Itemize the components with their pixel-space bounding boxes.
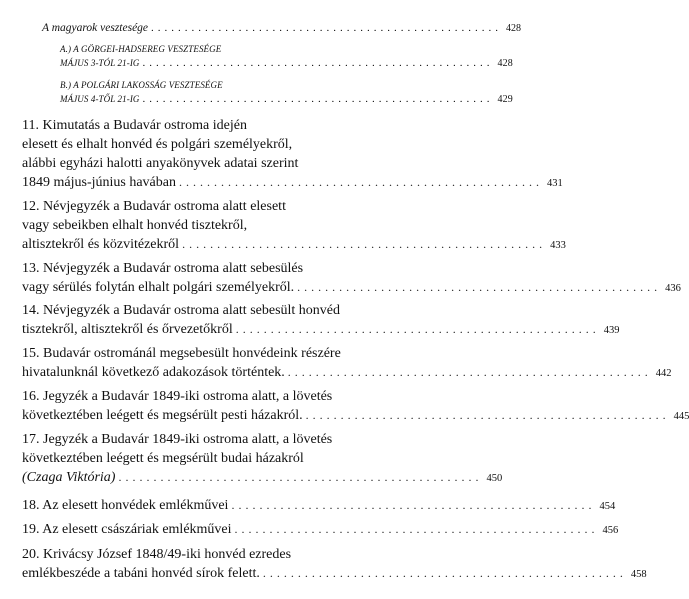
toc-subentry-line: MÁJUS 3-TÓL 21-IG (60, 58, 140, 68)
toc-entry-20 (22, 545, 647, 584)
toc-entry-page: 456 (602, 525, 619, 536)
toc-entry-line: alábbi egyházi halotti anyakönyvek adatai szerint (22, 156, 299, 171)
toc-entry-page: 458 (630, 569, 647, 580)
toc-entry-line: emlékbeszéde a tabáni honvéd sírok felett. (22, 566, 260, 581)
toc-entry-author: (Czaga Viktória) (22, 470, 116, 485)
dot-leader: .................................................... (142, 57, 494, 69)
dot-leader: .................................................... (305, 408, 670, 422)
toc-entry-page: 439 (603, 325, 620, 336)
toc-entry-line: 1849 május-június havában (22, 175, 176, 190)
toc-subentry-line: MÁJUS 4-TŐL 21-IG (60, 94, 140, 104)
toc-entry-line: 14. Névjegyzék a Budavár ostroma alatt sebesült honvéd (22, 303, 341, 318)
toc-entry-16 (22, 387, 689, 426)
dot-leader: .................................................... (235, 322, 600, 336)
toc-entry-11 (22, 116, 563, 193)
toc-entry-page: 442 (655, 368, 672, 379)
toc-entry-page: 445 (673, 411, 689, 422)
toc-entry-12 (22, 197, 566, 255)
dot-leader: .................................................... (142, 93, 494, 105)
toc-entry-line: 15. Budavár ostrománál megsebesült honvédeink részére (22, 346, 341, 361)
toc-entry-line: 13. Névjegyzék a Budavár ostroma alatt sebesülés (22, 261, 304, 276)
dot-leader: .................................................... (118, 470, 483, 484)
toc-entry-line: vagy sebeikben elhalt honvéd tisztekről, (22, 218, 248, 233)
toc-entry-page: 450 (486, 473, 503, 484)
toc-entry-18 (22, 496, 616, 516)
toc-entry-line: 12. Névjegyzék a Budavár ostroma alatt elesett (22, 199, 286, 214)
toc-entry-19 (22, 520, 619, 540)
dot-leader: .................................................... (297, 280, 662, 294)
toc-entry-line: 16. Jegyzék a Budavár 1849-iki ostroma alatt, a lövetés (22, 389, 333, 404)
toc-entry-line: 20. Krivácsy József 1848/49-iki honvéd ezredes (22, 547, 292, 562)
toc-entry-line: 19. Az elesett császáriak emlékművei (22, 522, 232, 537)
toc-entry-line: tisztekről, altisztekről és őrvezetőkről (22, 322, 233, 337)
toc-entry-line: következtében leégett és megsérült budai házakról (22, 451, 304, 466)
toc-entry-line: 18. Az elesett honvédek emlékművei (22, 498, 229, 513)
dot-leader: .................................................... (182, 237, 547, 251)
toc-subentry-b (60, 78, 513, 107)
toc-subentry-page: 428 (497, 58, 513, 69)
toc-entry-line: hivatalunknál következő adakozások történtek. (22, 365, 285, 380)
toc-subentry-line: A.) A GÖRGEI-HADSEREG VESZTESÉGE (60, 44, 222, 54)
toc-section-a-page: 428 (506, 23, 522, 34)
dot-leader: .................................................... (234, 522, 599, 536)
toc-entry-line: vagy sérülés folytán elhalt polgári személyekről. (22, 280, 295, 295)
toc-entry-13 (22, 259, 681, 298)
dot-leader: .................................................... (262, 566, 627, 580)
dot-leader: .................................................... (231, 498, 596, 512)
toc-entry-page: 436 (665, 283, 681, 294)
toc-entry-page: 431 (546, 178, 563, 189)
toc-subentry-page: 429 (497, 94, 513, 105)
toc-entry-line: altisztekről és közvitézekről (22, 237, 180, 252)
dot-leader: .................................................... (151, 22, 503, 34)
toc-entry-page: 433 (550, 240, 566, 251)
toc-entry-14 (22, 301, 620, 340)
toc-entry-line: 11. Kimutatás a Budavár ostroma idején (22, 118, 247, 133)
dot-leader: .................................................... (287, 365, 652, 379)
toc-entry-17 (22, 430, 503, 488)
dot-leader: .................................................... (178, 175, 543, 189)
toc-entry-page: 454 (599, 501, 616, 512)
toc-entry-line: elesett és elhalt honvéd és polgári személyekről, (22, 137, 293, 152)
toc-section-a-title: A magyarok vesztesége (42, 22, 149, 34)
toc-subentry-a (60, 42, 513, 71)
toc-subentry-line: B.) A POLGÁRI LAKOSSÁG VESZTESÉGE (60, 80, 223, 90)
toc-entry-15 (22, 344, 672, 383)
toc-entry-line: következtében leégett és megsérült pesti házakról. (22, 408, 303, 423)
toc-section-a (42, 21, 522, 36)
toc-entry-line: 17. Jegyzék a Budavár 1849-iki ostroma alatt, a lövetés (22, 432, 333, 447)
